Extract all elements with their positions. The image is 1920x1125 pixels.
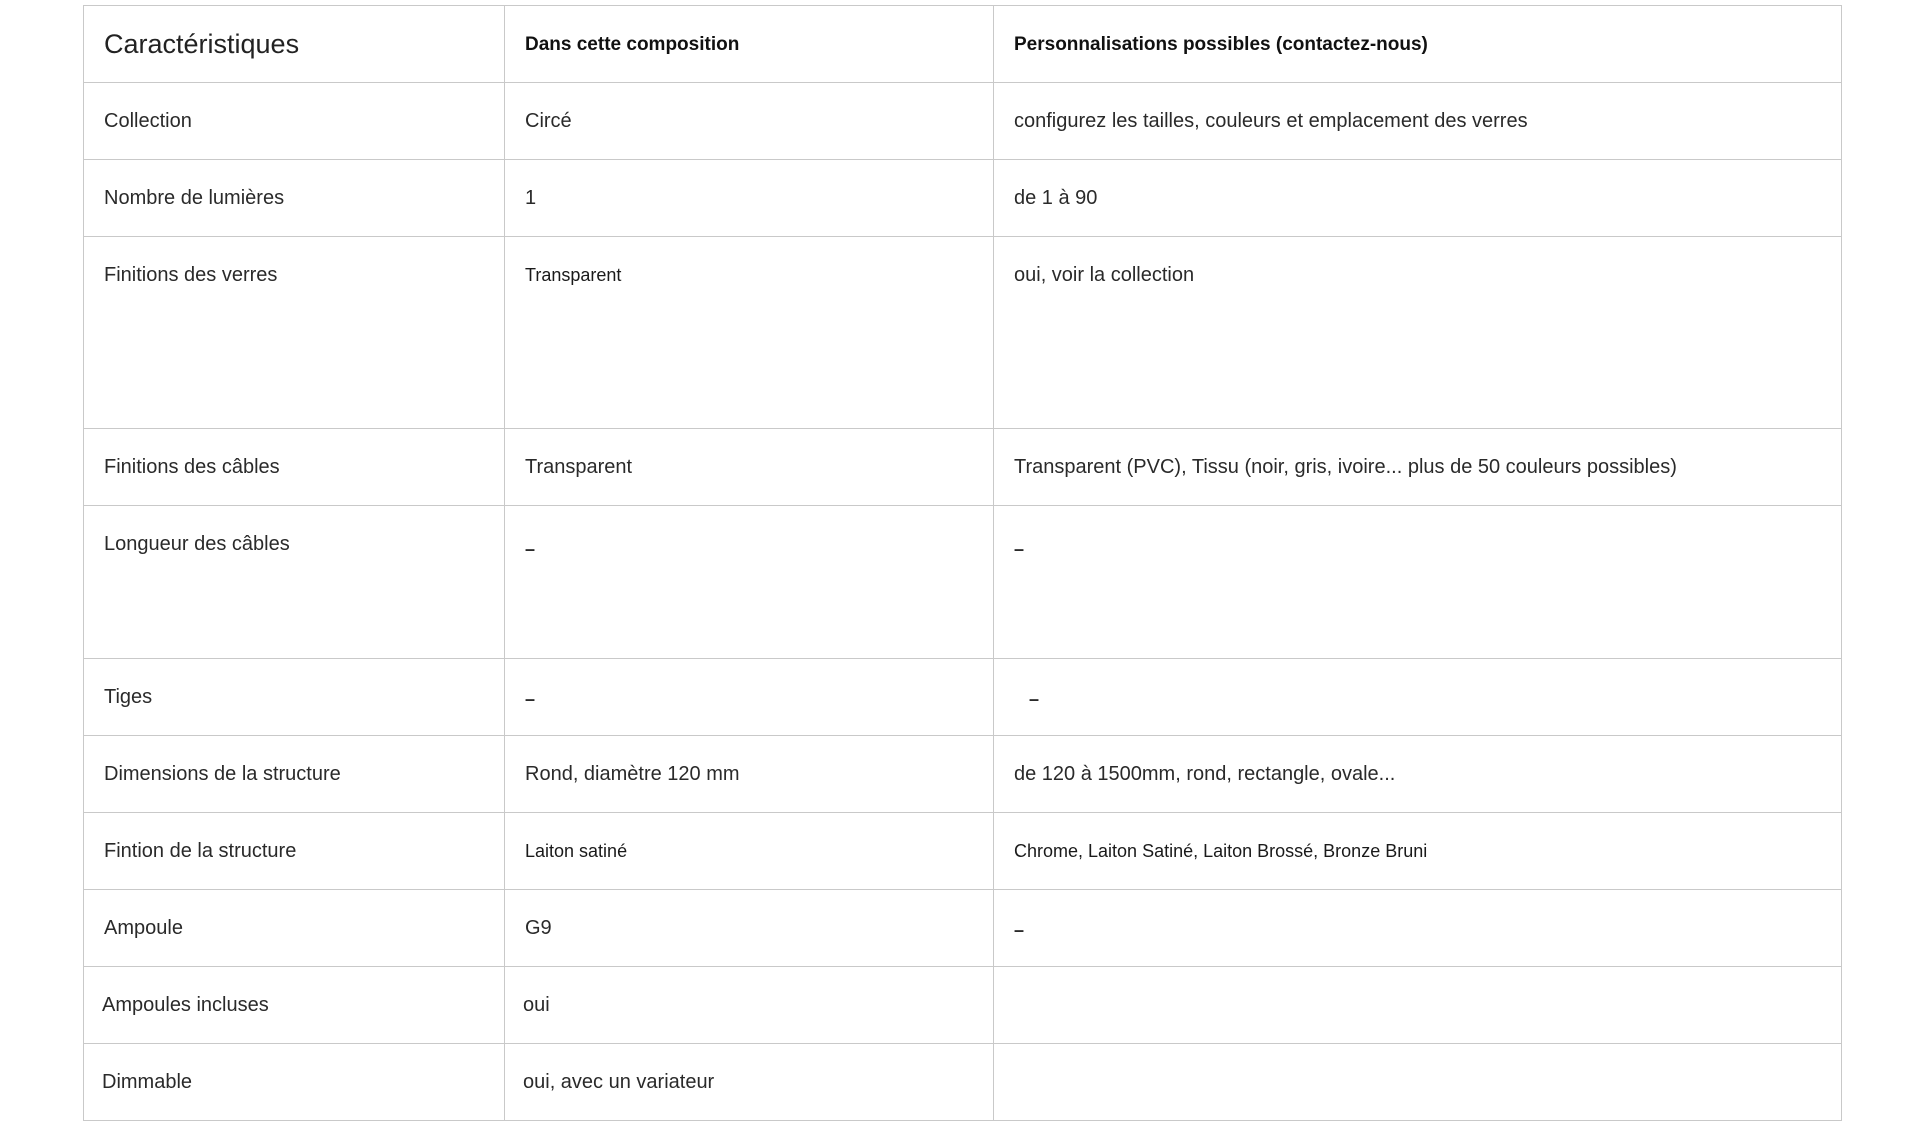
row-label: Ampoules incluses xyxy=(84,967,505,1044)
row-custom: configurez les tailles, couleurs et emplacement des verres xyxy=(994,83,1842,160)
row-label: Longueur des câbles xyxy=(84,506,505,659)
row-label: Fintion de la structure xyxy=(84,813,505,890)
row-custom: Transparent (PVC), Tissu (noir, gris, ivoire... plus de 50 couleurs possibles) xyxy=(994,429,1842,506)
row-label: Dimmable xyxy=(84,1044,505,1121)
table-row xyxy=(84,813,1842,890)
row-composition: G9 xyxy=(505,890,994,967)
table-header-row xyxy=(84,6,1842,83)
row-composition: Laiton satiné xyxy=(505,813,994,890)
row-custom: Chrome, Laiton Satiné, Laiton Brossé, Bronze Bruni xyxy=(994,813,1842,890)
row-label: Finitions des verres xyxy=(84,237,505,429)
table-row xyxy=(84,1044,1842,1121)
row-composition: oui, avec un variateur xyxy=(505,1044,994,1121)
row-label: Finitions des câbles xyxy=(84,429,505,506)
row-custom xyxy=(994,1044,1842,1121)
table-row xyxy=(84,736,1842,813)
row-composition: Transparent xyxy=(505,237,994,429)
row-composition: Circé xyxy=(505,83,994,160)
row-composition: Rond, diamètre 120 mm xyxy=(505,736,994,813)
row-custom: – xyxy=(994,506,1842,659)
table-row xyxy=(84,237,1842,429)
table-row xyxy=(84,429,1842,506)
row-custom: – xyxy=(994,659,1842,736)
row-custom: – xyxy=(994,890,1842,967)
table-row xyxy=(84,83,1842,160)
header-customizations: Personnalisations possibles (contactez-nous) xyxy=(994,6,1842,83)
row-composition: Transparent xyxy=(505,429,994,506)
row-label: Ampoule xyxy=(84,890,505,967)
row-custom: oui, voir la collection xyxy=(994,237,1842,429)
row-label: Tiges xyxy=(84,659,505,736)
row-custom: de 120 à 1500mm, rond, rectangle, ovale... xyxy=(994,736,1842,813)
row-composition: – xyxy=(505,506,994,659)
row-composition: – xyxy=(505,659,994,736)
row-label: Dimensions de la structure xyxy=(84,736,505,813)
specifications-table xyxy=(83,5,1842,1121)
table-row xyxy=(84,160,1842,237)
table-row xyxy=(84,659,1842,736)
row-composition: 1 xyxy=(505,160,994,237)
table-row xyxy=(84,506,1842,659)
row-custom: de 1 à 90 xyxy=(994,160,1842,237)
header-characteristics: Caractéristiques xyxy=(84,6,505,83)
row-custom xyxy=(994,967,1842,1044)
header-composition: Dans cette composition xyxy=(505,6,994,83)
row-label: Collection xyxy=(84,83,505,160)
row-label: Nombre de lumières xyxy=(84,160,505,237)
table-row xyxy=(84,967,1842,1044)
row-composition: oui xyxy=(505,967,994,1044)
table-row xyxy=(84,890,1842,967)
